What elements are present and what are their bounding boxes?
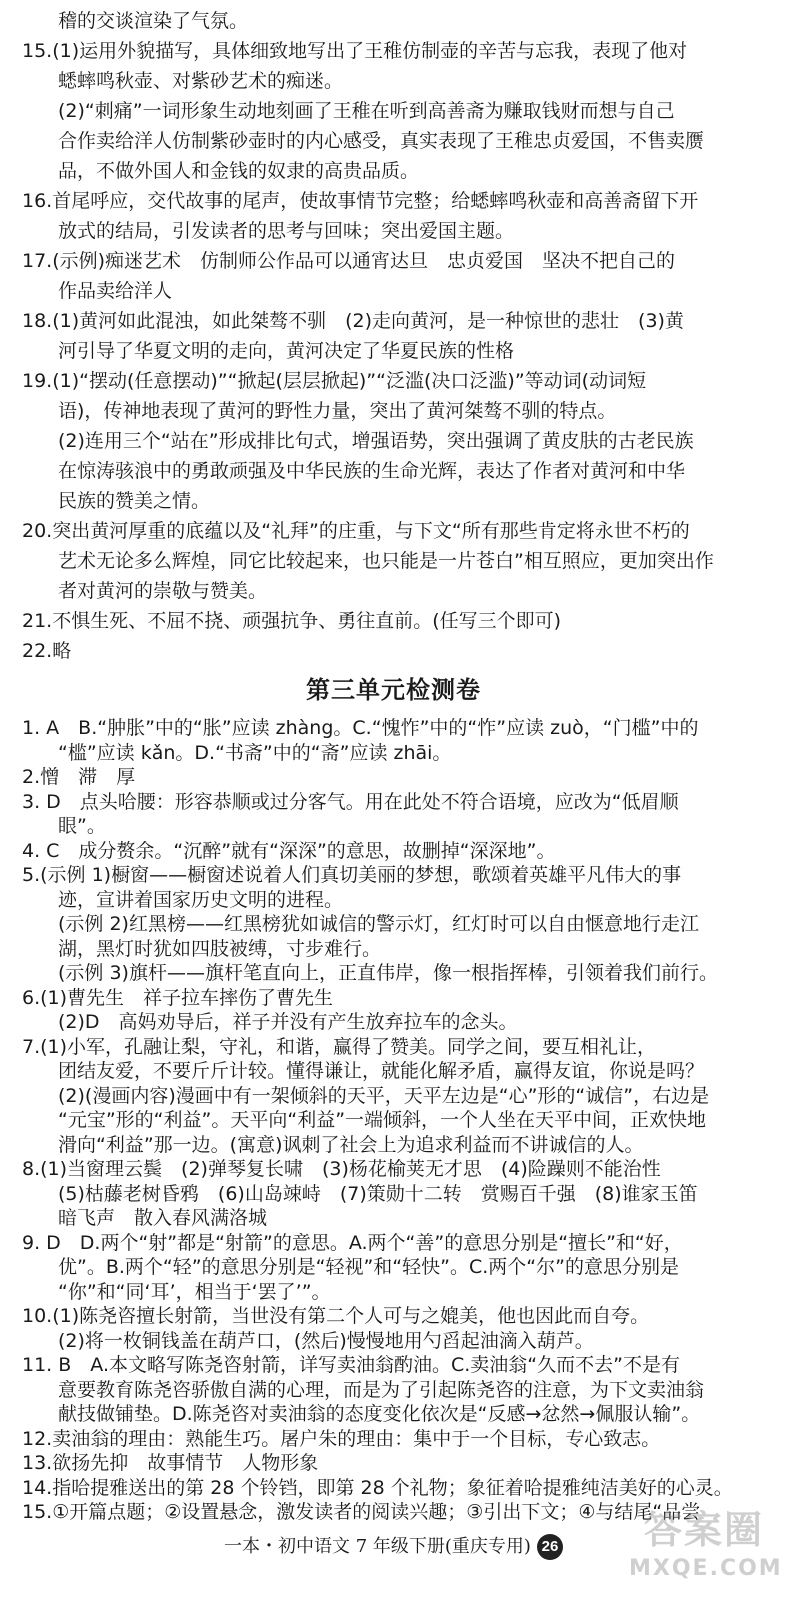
text-line: 21.不惧生死、不屈不挠、顽强抗争、勇往直前。(任写三个即可): [22, 610, 562, 632]
text-line: (示例 2)红黑榜——红黑榜犹如诚信的警示灯，红灯时可以自由惬意地行走江: [58, 913, 699, 935]
text-line: “你”和“同‘耳’，相当于‘罢了’”。: [58, 1280, 331, 1303]
text-line: 9. D D.两个“射”都是“射箭”的意思。A.两个“善”的意思分别是“擅长”和“好，: [22, 1231, 683, 1254]
text-line: 民族的赞美之情。: [58, 490, 211, 512]
text-line: 17.(示例)痴迷艺术 仿制师公作品可以通宵达旦 忠贞爱国 坚决不把自己的: [22, 250, 676, 272]
text-line: 团结友爱，不要斤斤计较。懂得谦让，就能化解矛盾，赢得友谊，你说是吗？: [58, 1060, 705, 1082]
text-line: (2)(漫画内容)漫画中有一架倾斜的天平，天平左边是“心”形的“诚信”，右边是: [58, 1084, 710, 1107]
unit-title: 第三单元检测卷: [306, 676, 481, 704]
text-line: 合作卖给洋人仿制紫砂壶时的内心感受，真实表现了王稚忠贞爱国，不售卖赝: [58, 130, 705, 152]
text-line: 22.略: [22, 640, 72, 662]
text-line: 迹，宣讲着国家历史文明的进程。: [58, 888, 344, 911]
watermark-logo: [629, 1506, 783, 1596]
text-line: 者对黄河的崇敬与赞美。: [58, 580, 268, 602]
text-line: 河引导了华夏文明的走向，黄河决定了华夏民族的性格: [58, 340, 515, 362]
text-line: 品，不做外国人和金钱的奴隶的高贵品质。: [58, 160, 420, 182]
text-line: 1. A B.“肿胀”中的“胀”应读 zhàng。C.“愧怍”中的“怍”应读 zuò，“门槛”中的: [22, 717, 699, 739]
text-line: (2)D 高妈劝导后，祥子并没有产生放弃拉车的念头。: [58, 1011, 518, 1033]
watermark-bottom-text: MXQE.COM: [629, 1556, 783, 1581]
text-line: 12.卖油翁的理由：熟能生巧。屠户朱的理由：集中于一个目标，专心致志。: [22, 1427, 661, 1450]
text-line: 16.首尾呼应，交代故事的尾声，使故事情节完整；给蟋蟀鸣秋壶和高善斋留下开: [22, 190, 699, 212]
text-line: 湖，黑灯时犹如四肢被缚，寸步难行。: [58, 937, 382, 960]
text-line: 5.(示例 1)橱窗——橱窗述说着人们真切美丽的梦想，歌颂着英雄平凡伟大的事: [22, 864, 682, 886]
text-line: 蟋蟀鸣秋壶、对紫砂艺术的痴迷。: [58, 70, 344, 92]
text-line: 3. D 点头哈腰：形容恭顺或过分客气。用在此处不符合语境，应改为“低眉顺: [22, 790, 679, 813]
page-number-badge: 26: [537, 1534, 563, 1560]
text-line: 稽的交谈渲染了气氛。: [58, 10, 249, 32]
watermark-top-text: 答案圈: [643, 1508, 764, 1552]
text-line: 15.(1)运用外貌描写，具体细致地写出了王稚仿制壶的辛苦与忘我，表现了他对: [22, 40, 688, 62]
text-line: “槛”应读 kǎn。D.“书斋”中的“斋”应读 zhāi。: [58, 741, 452, 764]
text-line: 暗飞声 散入春风满洛城: [58, 1207, 268, 1229]
text-line: (2)将一枚铜钱盖在葫芦口，(然后)慢慢地用勺舀起油滴入葫芦。: [58, 1329, 594, 1352]
text-line: 眼”。: [58, 815, 106, 837]
text-line: 6.(1)曹先生 祥子拉车摔伤了曹先生: [22, 986, 334, 1009]
text-line: (2)连用三个“站在”形成排比句式，增强语势，突出强调了黄皮肤的古老民族: [58, 430, 694, 452]
text-line: (2)“刺痛”一词形象生动地刻画了王稚在听到高善斋为赚取钱财而想与自己: [58, 100, 675, 122]
text-line: 作品卖给洋人: [58, 280, 173, 302]
text-line: 8.(1)当窗理云鬓 (2)弹琴复长啸 (3)杨花榆荚无才思 (4)险躁则不能治性: [22, 1158, 661, 1180]
text-line: (5)枯藤老树昏鸦 (6)山岛竦峙 (7)策勋十二转 赏赐百千强 (8)谁家玉笛: [58, 1182, 698, 1205]
text-line: 献技做铺垫。D.陈尧咨对卖油翁的态度变化依次是“反感→忿然→佩服认输”。: [58, 1403, 701, 1425]
text-line: 13.欲扬先抑 故事情节 人物形象: [22, 1452, 319, 1474]
text-line: (示例 3)旗杆——旗杆笔直向上，正直伟岸，像一根指挥棒，引领着我们前行。: [58, 962, 718, 984]
text-line: 14.指哈提雅送出的第 28 个铃铛，即第 28 个礼物；象征着哈提雅纯洁美好的心灵。: [22, 1476, 733, 1499]
text-line: 11. B A.本文略写陈尧咨射箭，详写卖油翁酌油。C.卖油翁“久而不去”不是有: [22, 1354, 680, 1376]
text-line: “元宝”形的“利益”。天平向“利益”一端倾斜，一个人坐在天平中间，正欢快地: [58, 1109, 707, 1131]
text-line: 4. C 成分赘余。“沉醉”就有“深深”的意思，故删掉“深深地”。: [22, 839, 556, 862]
footer-book-title: 一本・初中语文 7 年级下册(重庆专用): [224, 1536, 531, 1557]
text-line: 放式的结局，引发读者的思考与回味；突出爱国主题。: [58, 220, 515, 242]
text-line: 在惊涛骇浪中的勇敢顽强及中华民族的生命光辉，表达了作者对黄河和中华: [58, 460, 686, 482]
text-line: 7.(1)小军，孔融让梨，守礼，和谐，赢得了赞美。同学之间，要互相礼让，: [22, 1035, 657, 1058]
text-line: 18.(1)黄河如此混浊，如此桀骜不驯 (2)走向黄河，是一种惊世的悲壮 (3)黄: [22, 310, 684, 332]
text-line: 20.突出黄河厚重的底蕴以及“礼拜”的庄重，与下文“所有那些肯定将永世不朽的: [22, 520, 690, 542]
text-line: 艺术无论多么辉煌，同它比较起来，也只能是一片苍白”相互照应，更加突出作: [58, 550, 714, 572]
text-line: 语)，传神地表现了黄河的野性力量，突出了黄河桀骜不驯的特点。: [58, 400, 617, 422]
text-line: 滑向“利益”那一边。(寓意)讽刺了社会上为追求利益而不讲诚信的人。: [58, 1133, 644, 1156]
text-line: 优”。B.两个“轻”的意思分别是“轻视”和“轻快”。C.两个“尔”的意思分别是: [58, 1256, 679, 1278]
text-line: 19.(1)“摆动(任意摆动)”“掀起(层层掀起)”“泛滥(决口泛滥)”等动词(动词短: [22, 370, 647, 392]
text-line: 2.憎 滞 厚: [22, 766, 136, 788]
text-line: 10.(1)陈尧咨擅长射箭，当世没有第二个人可与之媲美，他也因此而自夸。: [22, 1305, 650, 1327]
text-line: 15.①开篇点题；②设置悬念，激发读者的阅读兴趣；③引出下文；④与结尾“品尝: [22, 1501, 701, 1523]
text-line: 意要教育陈尧咨骄傲自满的心理，而是为了引起陈尧咨的注意，为下文卖油翁: [58, 1378, 705, 1401]
